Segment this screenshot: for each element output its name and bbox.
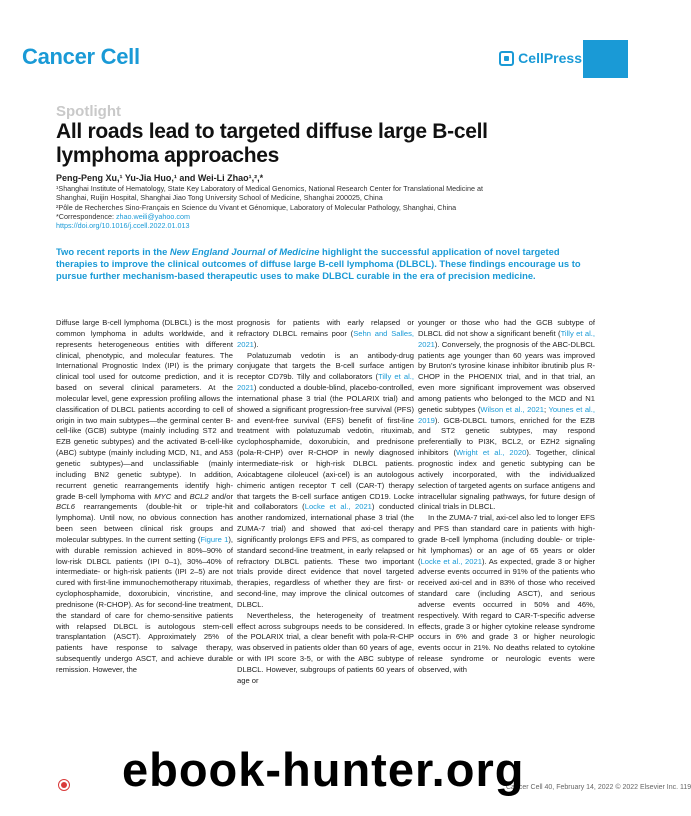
text-run: Polatuzumab vedotin is an antibody-drug conjugate that targets the B-cell surface antigen receptor CD79b. Tilly and collaborators ( (237, 350, 414, 382)
affiliation-1a: ¹Shanghai Institute of Hematology, State Key Laboratory of Medical Genomics, National Research Center for Translational Medicine at (56, 184, 483, 193)
citation-link[interactable]: Wilson et al., 2021 (480, 404, 544, 414)
citation-link[interactable]: Locke et al., 2021 (420, 556, 482, 566)
affiliation-1b: Shanghai, Ruijin Hospital, Shanghai Jiao Tong University School of Medicine, Shanghai 200025, China (56, 193, 383, 203)
author-list: Peng-Peng Xu,¹ Yu-Jia Huo,¹ and Wei-Li Zhao¹,²,* (56, 173, 264, 183)
text-run: ). (253, 339, 259, 349)
article-title: All roads lead to targeted diffuse large B-cell lymphoma approaches (56, 120, 488, 167)
journal-name: Cancer Cell (22, 44, 140, 69)
paragraph (418, 318, 595, 513)
affiliation-2: ²Pôle de Recherches Sino-Français en Science du Vivant et Génomique, Laboratory of Molecular Pathology, Shanghai, China (56, 202, 457, 212)
body-column-2 (237, 318, 414, 687)
text-run: prognosis for patients with early relapsed or refractory DLBCL remains poor ( (237, 318, 414, 338)
paragraph: Nevertheless, the heterogeneity of treatment effect across subgroups needs to be considered. In the POLARIX trial, a clear benefit with pola-R-CHP was observed in patients older than 60 years of age, or with IPI score 3-5, or with the ABC subtype of DLBCL. However, subgroups of patients 60 years of age or (237, 610, 414, 685)
paragraph (237, 318, 414, 351)
correspondence (56, 212, 586, 221)
text-run: younger or those who had the GCB subtype of DLBCL did not show a significant benefit ( (418, 318, 595, 338)
text-run: ) conducted a double-blind, placebo-controlled, international phase 3 trial (the POLARIX trial) and showed a significant progression-free survival (PFS) and event-free survival (EFS) benefit of first-line treatment with polatuzumab vedotin, rituximab, cyclophosphamide, doxorubicin, and prednisone (pola-R-CHP) over R-CHOP in newly diagnosed intermediate-risk or high-risk DLBCL patients. Axicabtagene ciloleucel (axi-cel) is an autologous chimeric antigen receptor T cell (CAR-T) therapy that targets the B-cell surface antigen CD19. Locke and collaborators ( (237, 383, 414, 512)
text-run: ), with durable remission achieved in 80%–90% of low-risk DLBCL patients (IPI 0–1), 30%–40% of intermediate- or high-risk patients (IPI 2–5) are not cured with first-line immunochemotherapy rituximab, cyclophosphamide, doxorubicin, vincristine, and prednisone (R-CHOP). As for second-line treatment, the standard of care for chemo-sensitive patients with relapsed DLBCL is autologous stem-cell transplantation (ASCT). Approximately 25% of patients have response to salvage therapy, subsequently undergo ASCT, and achieve durable remission. However, the (56, 534, 233, 674)
figure-link[interactable]: Figure 1 (200, 534, 229, 544)
affiliations (56, 184, 586, 230)
gene-name: MYC (154, 491, 172, 501)
citation-link[interactable]: Tilly et al., 2021 (237, 372, 414, 393)
text-run: rearrangements (double-hit or triple-hit lymphoma). Until now, no obvious connection has been seen between clinical risk groups and molecular subtypes. In the current setting ( (56, 502, 233, 544)
correspondence-label: *Correspondence: (56, 211, 116, 221)
citation-link[interactable]: Tilly et al., 2021 (418, 328, 595, 349)
text-run: ) conducted another randomized, international phase 3 trial (the ZUMA-7 trial) and showed that axi-cel therapy significantly prolongs EFS and PFS, as compared to standard second-line treatment, in early relapsed or refractory DLBCL patients. These two important trials provide direct evidence that novel targeted therapies, regardless of whether they are first- or second-line, may improve the clinical outcomes of DLBCL. (237, 502, 414, 609)
text-run: ). GCB-DLBCL tumors, enriched for the EZB and ST2 genetic subtypes, may respond preferentially to PI3K, BCL2, or EZH2 signaling inhibitors ( (418, 415, 595, 458)
text-run: Diffuse large B-cell lymphoma (DLBCL) is the most common lymphoma in adults worldwide, and it represents heterogeneous entities with different clinical, phenotypic, and molecular features. The International Prognostic Index (IPI) is the primary clinical tool used for outcome prediction, and it is based on several clinical parameters. At the molecular level, gene expression profiling allows the classification of DLBCL patients according to cell of origin in two main subtypes—the germinal center B-cell-like (GCB) subtype (mainly including ST2 and EZB genetic subtypes) and the activated B-cell-like (ABC) subtype (mainly including MCD, N1, and A53 genetic subtypes)—and unclassifiable (mainly including BN2 genetic subtype). In addition, recurrent genetic rearrangements identify high-grade B-cell lymphoma with (56, 318, 233, 501)
text-run: and/or (208, 491, 233, 501)
citation-link[interactable]: Wright et al., 2020 (455, 448, 527, 458)
text-run: ). As expected, grade 3 or higher adverse events occurred in 91% of the patients who received axi-cel and in 83% of those who received standard care (including ASCT), and serious adverse events occurred in 50% and 46%, respectively. With regard to CAR-T-specific adverse effects, grade 3 or higher cytokine release syndrome occurs in 6% and grade 3 or higher neurologic events occur in 21%. No deaths related to cytokine release syndrome or neurologic events were observed, with (418, 556, 595, 674)
text-run: ; (544, 404, 549, 414)
text-run: and (171, 491, 190, 501)
doi-link[interactable]: https://doi.org/10.1016/j.ccell.2022.01.013 (56, 221, 190, 231)
gene-name: BCL2 (189, 491, 209, 501)
text-run: ). Together, clinical prognostic index and genetic subtyping can be actively incorporated, with the individualized selection of targeted agents on surface antigens and intracellular signaling pathways, for future design of clinical trials in DLBCL. (418, 448, 595, 512)
cellpress-icon (499, 51, 514, 66)
body-column-1 (56, 318, 233, 676)
check-for-updates-icon[interactable] (58, 779, 70, 791)
citation-link[interactable]: Sehn and Salles, 2021 (237, 328, 414, 349)
body-column-3 (418, 318, 595, 676)
abstract (56, 246, 591, 283)
text-run: In the ZUMA-7 trial, axi-cel also led to longer EFS and PFS than standard care in patients with high-grade B-cell lymphoma (including double- or triple-hit lymphomas) or an age of 65 years or older ( (418, 513, 595, 566)
paragraph (418, 513, 595, 676)
gene-name: BCL6 (56, 502, 75, 512)
abstract-journal: New England Journal of Medicine (169, 246, 320, 257)
citation-link[interactable]: Younes et al., 2019 (418, 404, 595, 425)
correspondence-email-link[interactable]: zhao.weili@yahoo.com (115, 211, 190, 221)
corner-color-bar (583, 40, 628, 78)
citation-link[interactable]: Locke et al., 2021 (304, 502, 372, 512)
journal-header (22, 44, 582, 74)
paragraph (237, 351, 414, 611)
text-run: ). Conversely, the prognosis of the ABC-DLBCL patients age younger than 60 years was improved by Bruton’s tyrosine kinase inhibitor ibrutinib plus R-CHOP in the PHOENIX trial, and in that trial, an even more significant improvement was observed among patients who belonged to the MCD and N1 genetic subtypes ( (418, 339, 595, 414)
abstract-pre: Two recent reports in the (56, 246, 170, 257)
publisher-name: CellPress (518, 50, 582, 66)
publisher-logo[interactable] (499, 50, 582, 66)
watermark: ebook-hunter.org (122, 743, 525, 796)
section-label: Spotlight (56, 103, 121, 120)
paragraph (56, 318, 233, 676)
page-footer: Cancer Cell 40, February 14, 2022 © 2022 Elsevier Inc. 119 (506, 784, 691, 791)
abstract-post: highlight the successful application of novel targeted therapies to improve the clinical outcomes of diffuse large B-cell lymphoma (DLBCL). These findings encourage us to pursue further mechanism-based therapeutic uses to make DLBCL curable in the era of precision medicine. (56, 246, 581, 282)
